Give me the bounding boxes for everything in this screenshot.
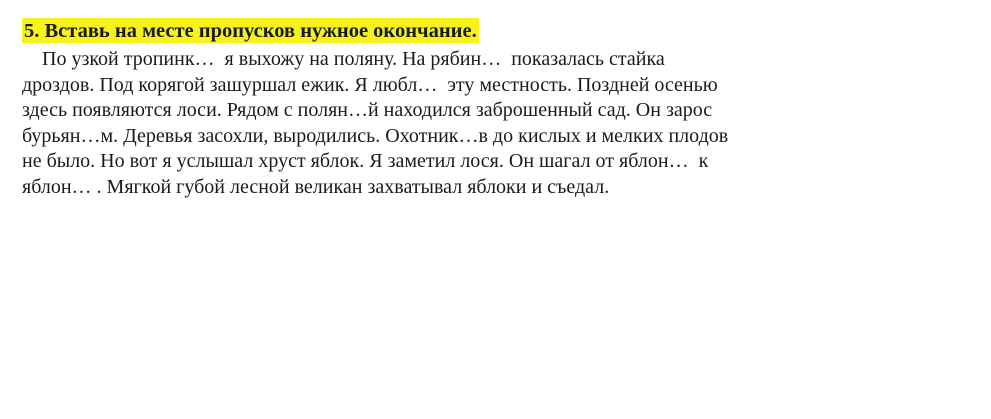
task-text-line: здесь появляются лоси. Рядом с полян…й находился заброшенный сад. Он зарос bbox=[22, 99, 713, 121]
task-text-line: По узкой тропинк… я выхожу на поляну. На рябин… показалась стайка bbox=[42, 48, 665, 70]
task-text-line: дроздов. Под корягой зашуршал ежик. Я любл… эту местность. Поздней осенью bbox=[22, 73, 718, 96]
task-text-line: бурьян…м. Деревья засохли, выродились. Охотник…в до кислых и мелких плодов bbox=[22, 124, 729, 147]
task-text bbox=[22, 47, 972, 200]
task-title: 5. Вставь на месте пропусков нужное окончание. bbox=[24, 20, 477, 42]
task-text-line: яблон… . Мягкой губой лесной великан захватывал яблоки и съедал. bbox=[22, 175, 610, 198]
worksheet-page bbox=[22, 18, 972, 200]
task-text-line: не было. Но вот я услышал хруст яблок. Я заметил лося. Он шагал от яблон… к bbox=[22, 150, 709, 172]
